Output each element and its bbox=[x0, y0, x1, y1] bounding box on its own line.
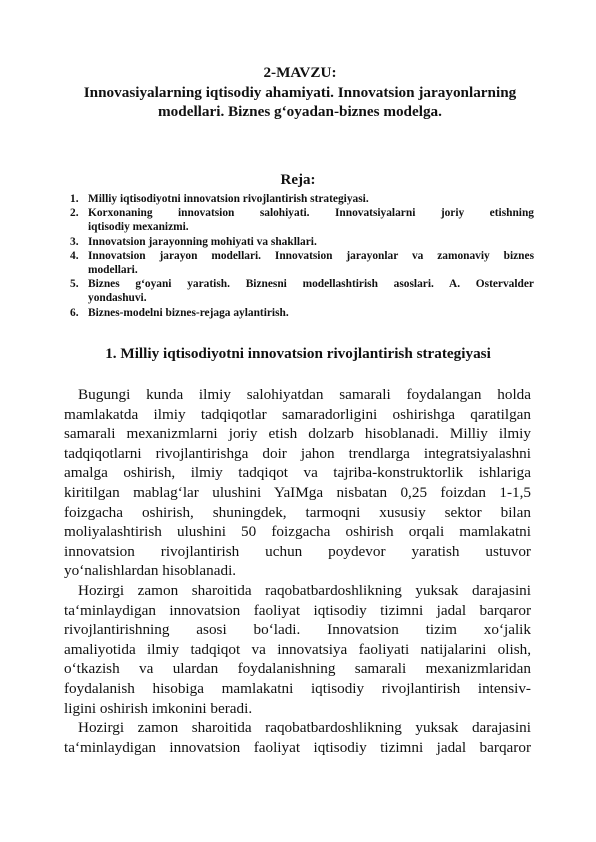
paragraph-line: kiritilgan mablag‘lar ulushini YaIMga nisbatan 0,25 foizdan 1-1,5 bbox=[64, 483, 531, 501]
paragraph-line: ta‘minlaydigan innovatsion faoliyat iqtisodiy tizimni jadal barqaror bbox=[64, 601, 531, 619]
plan-item bbox=[62, 206, 534, 234]
plan-item-number: 6. bbox=[70, 306, 79, 319]
paragraph-line: samarali mexanizmlarni joriy etish dolzarb hisoblanadi. Milliy ilmiy bbox=[64, 425, 531, 443]
paragraph-line: amaliyotida ilmiy tadqiqot va innovatsiya faoliyati natijalarini olish, bbox=[64, 640, 531, 658]
plan-item bbox=[62, 192, 534, 206]
paragraph-line: moliyalashtirish ulushini 50 foizgacha oshirish orqali mamlakatni bbox=[64, 523, 531, 541]
plan-item-text: yondashuvi. bbox=[88, 292, 147, 305]
paragraph-line: foydalanish hisobiga mamlakatni iqtisodiy rivojlantirish intensiv- bbox=[64, 679, 531, 697]
plan-item-number: 3. bbox=[70, 235, 79, 248]
paragraph-line: Bugungi kunda ilmiy salohiyatdan samarali foydalangan holda bbox=[78, 386, 531, 403]
plan-item-text: modellari. bbox=[88, 264, 138, 277]
paragraph-line: rivojlantirishning asosi bo‘ladi. Innovatsion tizim xo‘jalik bbox=[64, 621, 531, 639]
paragraph-line: Hozirgi zamon sharoitida raqobatbardoshlikning yuksak darajasini bbox=[78, 719, 531, 737]
plan-item-number: 2. bbox=[70, 207, 79, 220]
plan-item bbox=[62, 249, 534, 277]
plan-list bbox=[62, 192, 534, 320]
paragraph-line: mamlakatda ilmiy tadqiqotlar samaradorligini oshirishga qaratilgan bbox=[64, 405, 531, 423]
topic-number: 2-MAVZU: bbox=[263, 64, 337, 81]
body-text bbox=[64, 385, 531, 757]
plan-item bbox=[62, 306, 534, 320]
topic-title-block bbox=[40, 63, 560, 122]
section-heading: 1. Milliy iqtisodiyotni innovatsion rivojlantirish strategiyasi bbox=[105, 345, 491, 362]
paragraph-line: tadqiqotlarni rivojlantirishga doir jahon trendlarga integratsiyalashni bbox=[64, 444, 531, 462]
plan-item-text: Milliy iqtisodiyotni innovatsion rivojlantirish strategiyasi. bbox=[88, 193, 369, 205]
plan-item-text: Innovatsion jarayon modellari. Innovatsion jarayonlar va zamonaviy biznes bbox=[88, 249, 534, 262]
paragraph-line: amalga oshirish, ilmiy tadqiqot va tajriba-konstruktorlik ishlariga bbox=[64, 464, 531, 482]
plan-item-number: 1. bbox=[70, 193, 79, 205]
plan-item-text: Innovatsion jarayonning mohiyati va shakllari. bbox=[88, 235, 317, 248]
paragraph-line: Hozirgi zamon sharoitida raqobatbardoshlikning yuksak darajasini bbox=[78, 581, 531, 599]
topic-title-line: modellari. Biznes g‘oyadan-biznes modelga. bbox=[158, 103, 442, 120]
plan-item-number: 4. bbox=[70, 249, 79, 262]
paragraph-line: ta‘minlaydigan innovatsion faoliyat iqtisodiy tizimni jadal barqaror bbox=[64, 738, 531, 756]
plan-heading: Reja: bbox=[280, 172, 316, 188]
plan-item-text: Biznes-modelni biznes-rejaga aylantirish. bbox=[88, 306, 289, 319]
plan-item bbox=[62, 277, 534, 305]
plan-item bbox=[62, 235, 534, 249]
paragraph-line: yo‘nalishlardan hisoblanadi. bbox=[64, 562, 237, 580]
paragraph-line: innovatsion rivojlantirish uchun poydevor yaratish ustuvor bbox=[64, 542, 531, 560]
paragraph-line: ligini oshirish imkonini beradi. bbox=[64, 699, 253, 717]
plan-item-text: Korxonaning innovatsion salohiyati. Innovatsiyalarni joriy etishning bbox=[88, 207, 534, 220]
topic-title-line: Innovasiyalarning iqtisodiy ahamiyati. Innovatsion jarayonlarning bbox=[83, 83, 517, 101]
plan-item-text: Biznes g‘oyani yaratish. Biznesni modellashtirish asoslari. A. Ostervalder bbox=[88, 278, 534, 291]
paragraph-line: foizgacha oshirish, shuningdek, tarmoqni xususiy sektor bilan bbox=[64, 503, 531, 521]
paragraph-line: o‘tkazish va ulardan foydalanishning samarali mexanizmlaridan bbox=[64, 660, 531, 678]
plan-item-text: iqtisodiy mexanizmi. bbox=[88, 221, 189, 234]
plan-item-number: 5. bbox=[70, 278, 79, 291]
